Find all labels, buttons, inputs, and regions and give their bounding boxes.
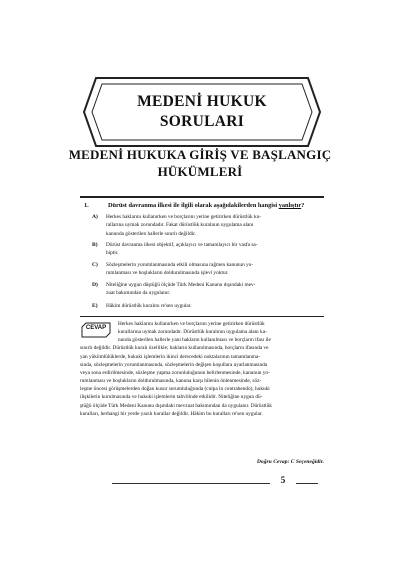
footer-rule-right bbox=[296, 483, 318, 484]
title-banner bbox=[82, 76, 322, 148]
question-text-emphasis: yanlıştır bbox=[278, 202, 302, 209]
option-line: hiptir. bbox=[106, 250, 119, 257]
option-label: B) bbox=[92, 242, 98, 248]
answer-line: sında, sözleşmelerin yorumlanmasında, sözleşmelerin değişen koşullara uyarlanmasında bbox=[80, 361, 268, 368]
answer-line: yan yükümlülüklerde, hukuki işlemlerin ikinci derecedeki noktalarının tamamlanma- bbox=[80, 353, 261, 360]
question-text-main: Dürüst davranma ilkesi ile ilgili olarak aşağıdakilerden hangisi bbox=[108, 202, 279, 209]
option-label: C) bbox=[92, 262, 98, 268]
question-number: 1. bbox=[84, 202, 89, 209]
banner-frame bbox=[82, 76, 322, 148]
option-line: Niteliğine uygun düştüğü ölçüde Türk Medeni Kanunu dışındaki mev- bbox=[106, 282, 256, 288]
option-line: Hâkim dürüstlük kuralını re'sen uygular. bbox=[106, 303, 192, 309]
option-label: A) bbox=[92, 214, 98, 220]
option-line: Sözleşmelerin yorumlanmasında etkili olmasına rağmen kanunun yo- bbox=[106, 262, 254, 268]
answer-line: kuralları, herhangi bir yerde yazılı kurallar değildir. Hâkim bu kuralları re'sen uygular. bbox=[80, 410, 263, 417]
answer-line: ilişkilerin kurulmasında ve hukuki işlemlerin tahvilinde etkilidir. Niteliğine uygun dü- bbox=[80, 394, 263, 401]
answer-line: rumlanması ve boşlukların doldurulmasında, kanuna karşı hilenin önlenmesinde, söz- bbox=[80, 378, 262, 385]
page-title-line1: MEDENİ HUKUK bbox=[137, 93, 267, 110]
question-text-suffix: ? bbox=[301, 202, 305, 209]
subtitle-line2: HÜKÜMLERİ bbox=[157, 164, 243, 179]
option-label: D) bbox=[92, 282, 98, 288]
answer-badge-label: CEVAP bbox=[85, 325, 107, 331]
question-box bbox=[80, 196, 324, 317]
option-label: E) bbox=[92, 303, 98, 309]
answer-line: kurallarına uymak zorundadır. Dürüstlük kuralının uygulama alanı ka- bbox=[118, 329, 267, 336]
correct-answer: Doğru Cevap: C Seçeneğidir. bbox=[256, 459, 324, 465]
option-line: rallarına uymak zorundadır. Fakat dürüstlük kuralının uygulama alanı bbox=[106, 222, 254, 229]
answer-line: sınırlı değildir. Dürüstlük kuralı özellikle; hakların kullanılmasında, borçların ifasında ve bbox=[80, 345, 269, 352]
section-subtitle bbox=[60, 146, 340, 180]
option-line: zuat bakımından da uygulanır. bbox=[106, 290, 171, 297]
footer-rule-left bbox=[112, 483, 270, 484]
page-number: 5 bbox=[280, 475, 286, 485]
option-line: kanunda gösterilen hallerle sınırlı değildir. bbox=[106, 230, 196, 237]
answer-line: Herkes haklarını kullanırken ve borçlarını yerine getirirken dürüstlük bbox=[118, 321, 265, 327]
page-title-line2: SORULARI bbox=[159, 113, 245, 130]
option-line: Herkes haklarını kullanırken ve borçlarını yerine getirirken dürüstlük ku- bbox=[106, 214, 262, 220]
answer-line: leşme öncesi görüşmelerden doğan kusur sorumluluğunda (culpa in contrahendo), hukuki bbox=[80, 386, 270, 393]
option-line: Dürüst davranma ilkesi objektif, açıklayıcı ve tamamlayıcı bir vasfa sa- bbox=[106, 242, 258, 248]
answer-line: ştüğü ölçüde Türk Medeni Kanunu dışındaki mevzuat bakımından da uygulanır. Dürüstlük bbox=[80, 402, 272, 409]
question-text bbox=[108, 202, 322, 209]
option-line: rumlanması ve boşlukların doldurulmasında işlevi yoktur. bbox=[106, 270, 229, 277]
answer-text bbox=[80, 320, 324, 418]
answer-line: veya sona erdirilmesinde, sözleşme yapma zorunluluğunun belirlenmesinde, kanunun yo- bbox=[80, 369, 270, 376]
answer-line: nunda gösterilen hallerle yani hakların kullanılması ve borçların ifası ile bbox=[118, 337, 271, 344]
subtitle-line1: MEDENİ HUKUKA GİRİŞ VE BAŞLANGIÇ bbox=[68, 147, 332, 162]
